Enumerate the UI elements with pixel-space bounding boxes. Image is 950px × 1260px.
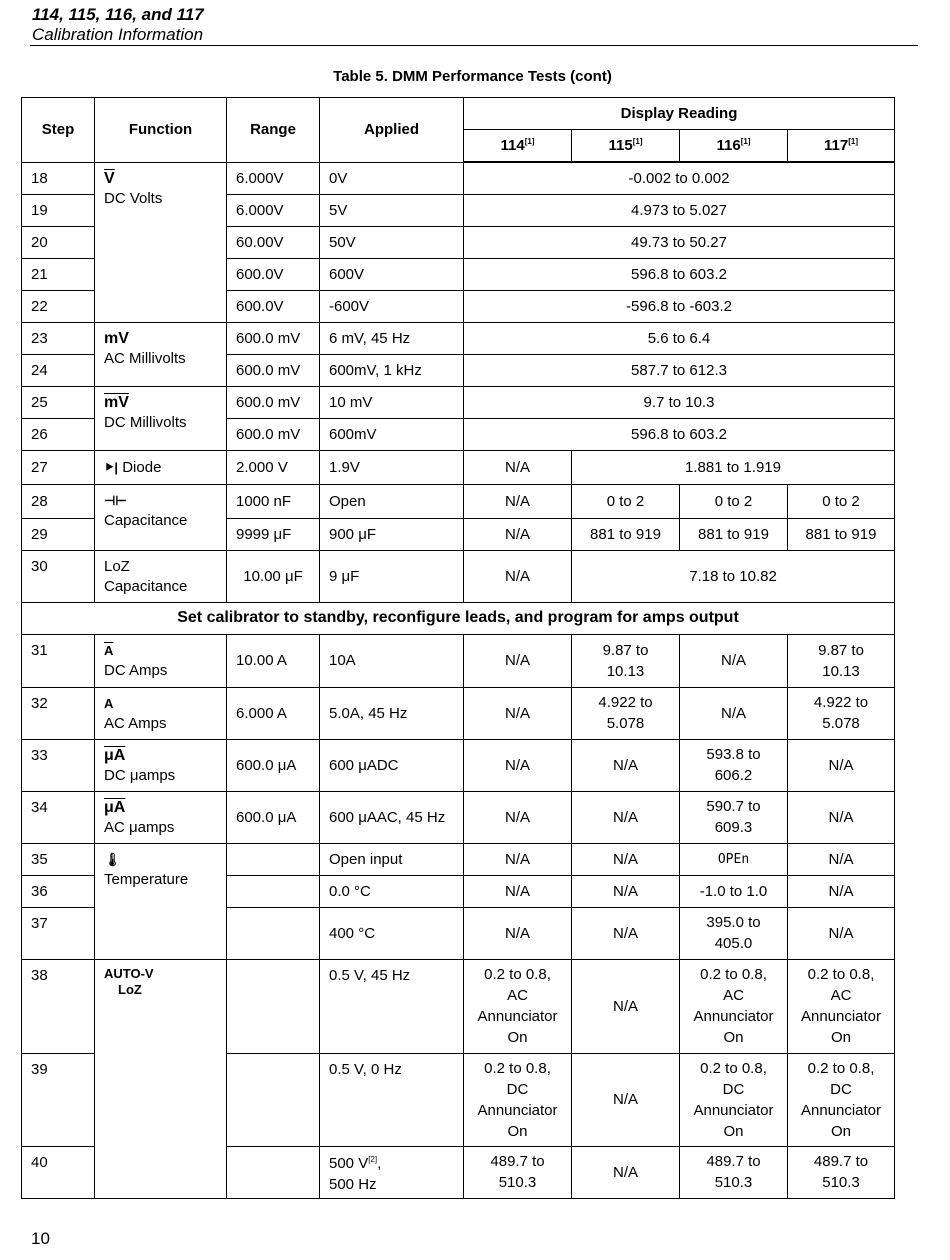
table-row: 19 6.000V 5V 4.973 to 5.027: [22, 194, 895, 226]
function-dc-microamps: $\overline{\mu A}$ DC μamps: [95, 739, 227, 791]
function-dc-volts: $\overline{V}$ DC Volts: [95, 162, 227, 322]
page-number: 10: [31, 1229, 50, 1248]
table-row: 21 600.0V 600V 596.8 to 603.2: [22, 258, 895, 290]
dc-volts-icon: $\overline{V}$: [104, 169, 115, 187]
dc-millivolts-icon: $\overline{mV}$: [104, 393, 129, 411]
function-ac-amps: A AC Amps: [95, 687, 227, 739]
function-ac-microamps: $\overline{\mu A}$ AC μamps: [95, 791, 227, 843]
thermometer-icon: 🌡: [104, 851, 121, 867]
table-row: 37 400 °C N/A N/A 395.0 to 405.0 N/A: [22, 907, 895, 959]
col-display-reading: Display Reading: [464, 98, 895, 130]
table-row: 28 ⊣⊢ Capacitance 1000 nF Open N/A 0 to 2 0 to 2 0 to 2: [22, 484, 895, 518]
capacitor-icon: ⊣⊢: [104, 492, 127, 508]
table-row: 33 $\overline{\mu A}$ DC μamps 600.0 μA 600 μADC N/A N/A 593.8 to 606.2 N/A: [22, 739, 895, 791]
performance-table: [21, 97, 895, 1199]
col-114: 114[1]: [464, 130, 572, 163]
table-row: 22 600.0V -600V -596.8 to -603.2: [22, 290, 895, 322]
running-header: [32, 5, 204, 45]
col-116: 116[1]: [680, 130, 788, 163]
header-title: 114, 115, 116, and 117: [32, 5, 204, 24]
table-row: 20 60.00V 50V 49.73 to 50.27: [22, 226, 895, 258]
function-diode: ⯈| Diode: [95, 450, 227, 484]
open-display-readout: OPEn: [680, 843, 788, 875]
table-row: 34 $\overline{\mu A}$ AC μamps 600.0 μA 600 μAAC, 45 Hz N/A N/A 590.7 to 609.3 N/A: [22, 791, 895, 843]
ac-millivolts-icon: mV: [104, 329, 129, 347]
function-capacitance: ⊣⊢ Capacitance: [95, 484, 227, 550]
amps-setup-banner: Set calibrator to standby, reconfigure leads, and program for amps output: [22, 602, 895, 634]
ac-microamps-icon: $\overline{\mu A}$: [104, 798, 126, 816]
table-row: 38 AUTO-V LoZ 0.5 V, 45 Hz 0.2 to 0.8, AC Annunciator On N/A 0.2 to 0.8, AC Annunciator On 0.2 to 0.8, AC Annunciator On: [22, 959, 895, 1053]
col-range: Range: [227, 98, 320, 163]
table-caption: Table 5. DMM Performance Tests (cont): [333, 68, 612, 85]
header-rule: [30, 45, 918, 46]
table-row: 23 mV AC Millivolts 600.0 mV 6 mV, 45 Hz 5.6 to 6.4: [22, 322, 895, 354]
dc-microamps-icon: $\overline{\mu A}$: [104, 746, 126, 764]
table-row-banner: [22, 602, 895, 634]
header-subtitle: Calibration Information: [32, 25, 204, 44]
function-temperature: 🌡 Temperature: [95, 843, 227, 959]
function-dc-amps: $\overline{A}$ DC Amps: [95, 634, 227, 687]
function-auto-v-loz: AUTO-V LoZ: [95, 959, 227, 1198]
function-loz-capacitance: LoZ Capacitance: [95, 550, 227, 602]
table-row: 30 LoZ Capacitance 10.00 μF 9 μF N/A 7.18 to 10.82: [22, 550, 895, 602]
function-ac-millivolts: mV AC Millivolts: [95, 322, 227, 386]
function-dc-millivolts: $\overline{mV}$ DC Millivolts: [95, 386, 227, 450]
table-row: 40 500 V[2], 500 Hz 489.7 to 510.3 N/A 489.7 to 510.3 489.7 to 510.3: [22, 1146, 895, 1198]
table-row: 29 9999 μF 900 μF N/A 881 to 919 881 to 919 881 to 919: [22, 518, 895, 550]
table-row: 26 600.0 mV 600mV 596.8 to 603.2: [22, 418, 895, 450]
col-115: 115[1]: [572, 130, 680, 163]
table-row: 39 0.5 V, 0 Hz 0.2 to 0.8, DC Annunciator On N/A 0.2 to 0.8, DC Annunciator On 0.2 to 0.8, DC Annunciator On: [22, 1053, 895, 1146]
table-row: 32 A AC Amps 6.000 A 5.0A, 45 Hz N/A 4.922 to 5.078 N/A 4.922 to 5.078: [22, 687, 895, 739]
table-row: 35 🌡 Temperature Open input N/A N/A OPEn N/A: [22, 843, 895, 875]
table-row: 24 600.0 mV 600mV, 1 kHz 587.7 to 612.3: [22, 354, 895, 386]
table-row: 27 ⯈| Diode 2.000 V 1.9V N/A 1.881 to 1.919: [22, 450, 895, 484]
diode-icon: ⯈|: [104, 459, 119, 475]
table-row: 25 $\overline{mV}$ DC Millivolts 600.0 mV 10 mV 9.7 to 10.3: [22, 386, 895, 418]
table-row: 31 $\overline{A}$ DC Amps 10.00 A 10A N/A 9.87 to 10.13 N/A 9.87 to 10.13: [22, 634, 895, 687]
dc-amps-icon: $\overline{A}$: [104, 642, 114, 658]
ac-amps-icon: A: [104, 695, 114, 711]
table-row: 18 $\overline{V}$ DC Volts 6.000V 0V -0.002 to 0.002: [22, 162, 895, 194]
col-function: Function: [95, 98, 227, 163]
col-step: Step: [22, 98, 95, 163]
col-117: 117[1]: [788, 130, 895, 163]
col-applied: Applied: [320, 98, 464, 163]
table-row: 36 0.0 °C N/A N/A -1.0 to 1.0 N/A: [22, 875, 895, 907]
